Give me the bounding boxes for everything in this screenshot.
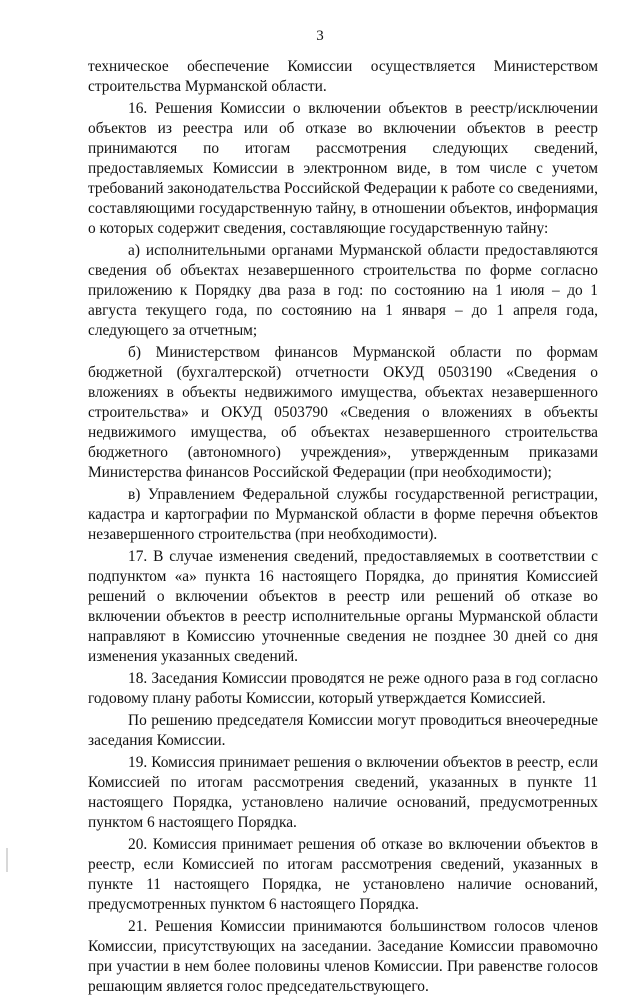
paragraph-16: 16. Решения Комиссии о включении объектов в реестр/исключении объектов из реестра или об отказе во включении объектов в реестр принимаются по итогам рассмотрения следующих сведений, предоставляемых Комиссии в электронном виде, в том числе с учетом требований законодательства Российской Федерации к работе со сведениями, составляющими государственную тайну, в отношении объектов, информация о которых содержит сведения, составляющие государственную тайну: xyxy=(88,100,598,237)
paragraph-18: 18. Заседания Комиссии проводятся не реже одного раза в год согласно годовому плану работы Комиссии, который утверждается Комиссией. xyxy=(88,670,598,707)
paragraph-17: 17. В случае изменения сведений, предоставляемых в соответствии с подпунктом «а» пункта 16 настоящего Порядка, до принятия Комиссией решений о включении объектов в реестр или решений об отказе во включении объектов в реестр исполнительные органы Мурманской области направляют в Комиссию уточненные сведения не позднее 30 дней со дня изменения указанных сведений. xyxy=(88,548,598,665)
document-body xyxy=(88,57,598,999)
paragraph-19: 19. Комиссия принимает решения о включении объектов в реестр, если Комиссией по итогам рассмотрения сведений, указанных в пункте 11 настоящего Порядка, установлено наличие оснований, предусмотренных пунктом 6 настоящего Порядка. xyxy=(88,754,598,831)
paragraph-continuation: техническое обеспечение Комиссии осуществляется Министерством строительства Мурманской области. xyxy=(88,58,598,95)
paragraph-18-extra: По решению председателя Комиссии могут проводиться внеочередные заседания Комиссии. xyxy=(88,712,598,749)
paragraph-20: 20. Комиссия принимает решения об отказе во включении объектов в реестр, если Комиссией по итогам рассмотрения сведений, указанных в пункте 11 настоящего Порядка, не установлено наличие оснований, предусмотренных пунктом 6 настоящего Порядка. xyxy=(88,836,598,913)
paragraph-21: 21. Решения Комиссии принимаются большинством голосов членов Комиссии, присутствующих на заседании. Заседание Комиссии правомочно при участии в нем более половины членов Комиссии. При равенстве голосов решающим является голос председательствующего. xyxy=(88,918,598,995)
paragraph-16-b: б) Министерством финансов Мурманской области по формам бюджетной (бухгалтерской) отчетности ОКУД 0503190 «Сведения о вложениях в объекты недвижимого имущества, объектах незавершенного строительства» и ОКУД 0503790 «Сведения о вложениях в объекты недвижимого имущества, об объектах незавершенного строительства бюджетного (автономного) учреждения», утвержденным приказами Министерства финансов Российской Федерации (при необходимости); xyxy=(88,344,598,481)
paragraph-16-a: а) исполнительными органами Мурманской области предоставляются сведения об объектах незавершенного строительства по форме согласно приложению к Порядку два раза в год: по состоянию на 1 июля – до 1 августа текущего года, по состоянию на 1 января – до 1 апреля года, следующего за отчетным; xyxy=(88,242,598,339)
page-number: 3 xyxy=(316,28,324,44)
paragraph-16-v: в) Управлением Федеральной службы государственной регистрации, кадастра и картографии по Мурманской области в форме перечня объектов незавершенного строительства (при необходимости). xyxy=(88,486,598,543)
scan-edge-mark xyxy=(6,848,8,872)
